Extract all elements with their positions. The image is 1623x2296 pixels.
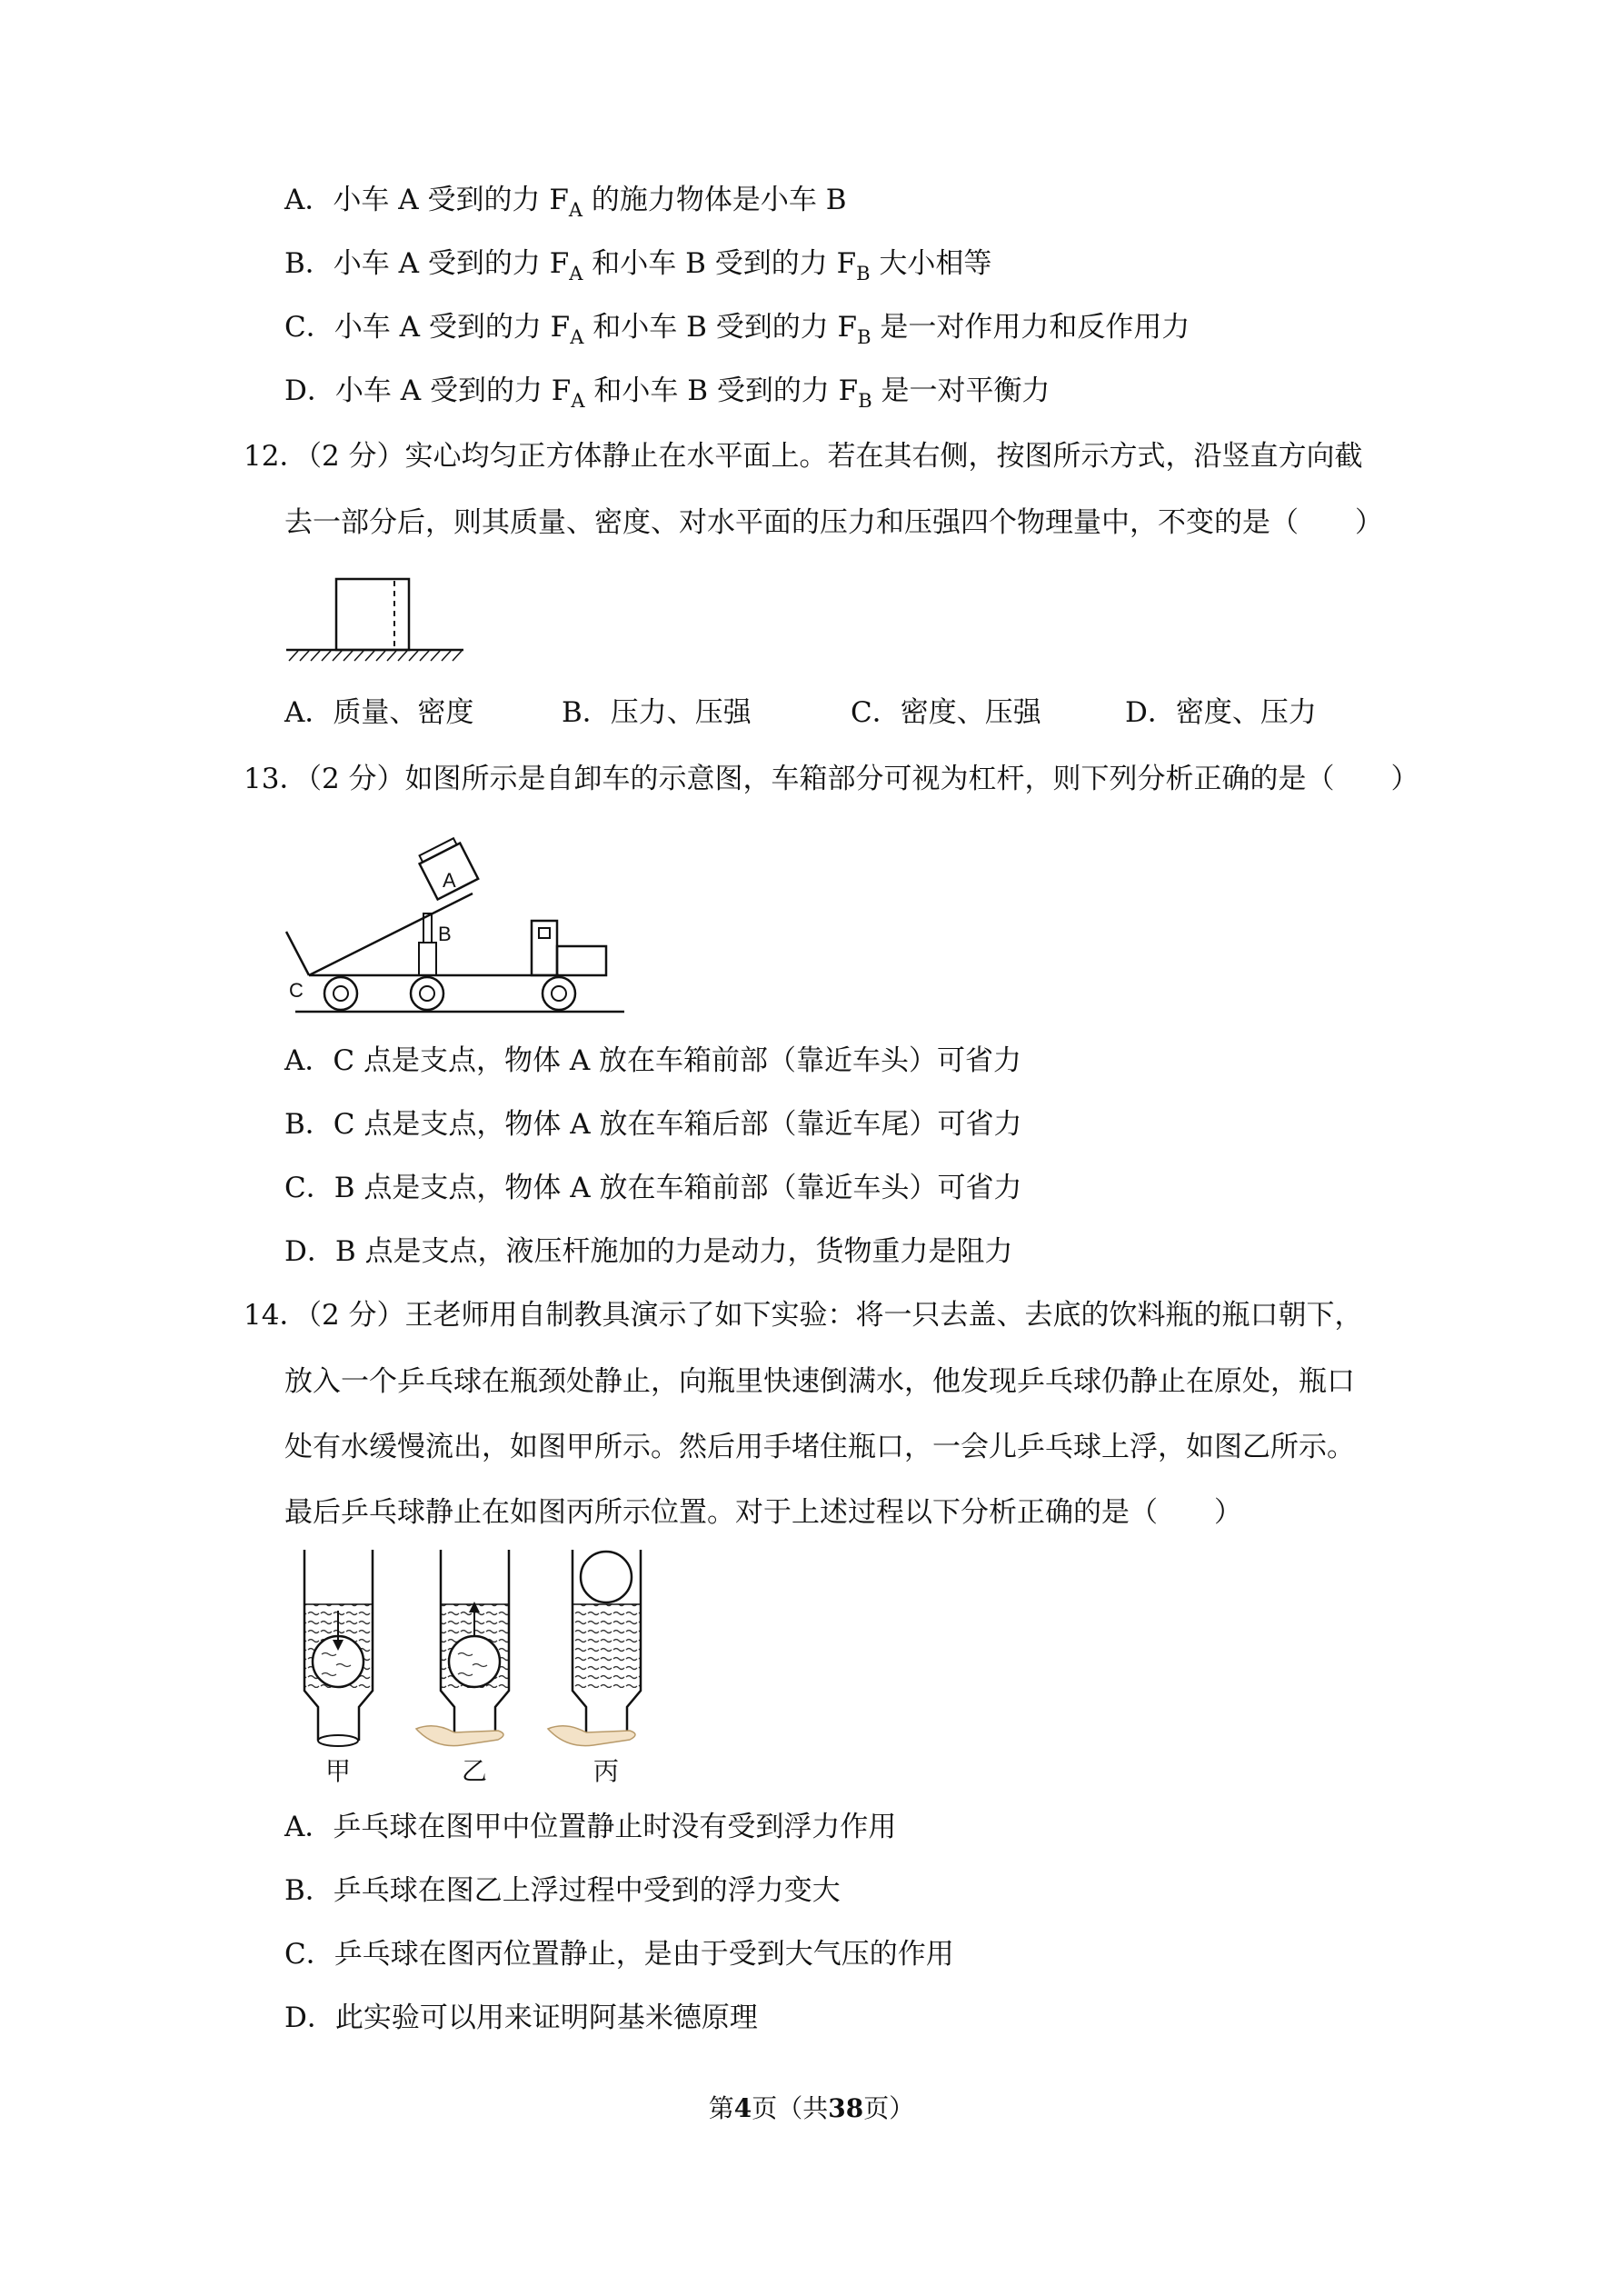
- subscript: B: [858, 390, 872, 412]
- q13-dump-truck-figure: [277, 823, 632, 1023]
- q12-option-a: A．质量、密度: [284, 696, 474, 729]
- q11-option-a: [284, 182, 847, 221]
- q14-bottle-figure: [282, 1545, 663, 1791]
- q14-stem-line4: 最后乒乓球静止在如图丙所示位置。对于上述过程以下分析正确的是（ ）: [284, 1496, 1242, 1529]
- bottle-jia: [304, 1550, 373, 1746]
- subscript: A: [569, 263, 583, 285]
- option-text: B．小车 A 受到的力 F: [284, 247, 570, 280]
- bottle-yi: [416, 1550, 509, 1746]
- q14-option-d: D．此实验可以用来证明阿基米德原理: [284, 2002, 758, 2034]
- q13-stem-line1: 13．（2 分）如图所示是自卸车的示意图，车箱部分可视为杠杆，则下列分析正确的是（ ）: [244, 763, 1419, 795]
- bottle-bing: [548, 1550, 641, 1746]
- label-jia: 甲: [325, 1756, 352, 1786]
- q14-option-c: C．乒乓球在图丙位置静止，是由于受到大气压的作用: [284, 1938, 954, 1971]
- q13-option-a: A．C 点是支点，物体 A 放在车箱前部（靠近车头）可省力: [284, 1044, 1022, 1077]
- label-yi: 乙: [462, 1756, 488, 1786]
- q11-option-b: [284, 245, 992, 285]
- total-pages: 38: [828, 2093, 864, 2123]
- q13-option-d: D．B 点是支点，液压杆施加的力是动力，货物重力是阻力: [284, 1235, 1013, 1268]
- subscript: A: [571, 390, 585, 412]
- option-text: 和小车 B 受到的力 F: [584, 374, 859, 407]
- q14-option-a: A．乒乓球在图甲中位置静止时没有受到浮力作用: [284, 1811, 897, 1843]
- label-c: C: [289, 979, 304, 1002]
- option-text: 和小车 B 受到的力 F: [583, 311, 858, 344]
- option-text: A．小车 A 受到的力 F: [284, 184, 569, 216]
- q11-option-c: [284, 309, 1190, 348]
- label-b: B: [438, 923, 452, 945]
- subscript: B: [856, 263, 871, 285]
- q12-options: [284, 694, 1448, 731]
- footer-text: 页）: [863, 2093, 915, 2123]
- q12-stem-line1: 12．（2 分）实心均匀正方体静止在水平面上。若在其右侧，按图所示方式，沿竖直方向截: [244, 440, 1363, 473]
- q14-stem-line3: 处有水缓慢流出，如图甲所示。然后用手堵住瓶口，一会儿乒乓球上浮，如图乙所示。: [284, 1431, 1355, 1463]
- option-text: 的施力物体是小车 B: [582, 184, 847, 216]
- q12-cube-figure: [282, 577, 473, 668]
- option-text: C．小车 A 受到的力 F: [284, 311, 571, 344]
- q12-option-b: B．压力、压强: [562, 696, 752, 729]
- q14-option-b: B．乒乓球在图乙上浮过程中受到的浮力变大: [284, 1874, 841, 1907]
- page-number: 4: [733, 2093, 752, 2123]
- subscript: A: [568, 199, 583, 221]
- option-text: 和小车 B 受到的力 F: [582, 247, 857, 280]
- label-a: A: [443, 869, 456, 892]
- q12-option-c: C．密度、压强: [851, 696, 1041, 729]
- page-footer: [0, 2091, 1623, 2127]
- subscript: B: [857, 326, 871, 348]
- option-text: D．小车 A 受到的力 F: [284, 374, 572, 407]
- footer-text: 页（共: [752, 2093, 829, 2123]
- subscript: A: [570, 326, 584, 348]
- q14-stem-line2: 放入一个乒乓球在瓶颈处静止，向瓶里快速倒满水，他发现乒乓球仍静止在原处，瓶口: [284, 1365, 1355, 1398]
- label-bing: 丙: [593, 1756, 620, 1786]
- q13-option-c: C．B 点是支点，物体 A 放在车箱前部（靠近车头）可省力: [284, 1172, 1022, 1204]
- option-text: 大小相等: [870, 247, 992, 280]
- q13-option-b: B．C 点是支点，物体 A 放在车箱后部（靠近车尾）可省力: [284, 1108, 1022, 1141]
- q14-stem-line1: 14．（2 分）王老师用自制教具演示了如下实验：将一只去盖、去底的饮料瓶的瓶口朝下，: [244, 1299, 1363, 1332]
- option-text: 是一对平衡力: [871, 374, 1050, 407]
- footer-text: 第: [708, 2093, 734, 2123]
- option-text: 是一对作用力和反作用力: [871, 311, 1190, 344]
- q12-option-d: D．密度、压力: [1125, 696, 1317, 729]
- q11-option-d: [284, 373, 1050, 412]
- q12-stem-line2: 去一部分后，则其质量、密度、对水平面的压力和压强四个物理量中，不变的是（ ）: [284, 506, 1383, 539]
